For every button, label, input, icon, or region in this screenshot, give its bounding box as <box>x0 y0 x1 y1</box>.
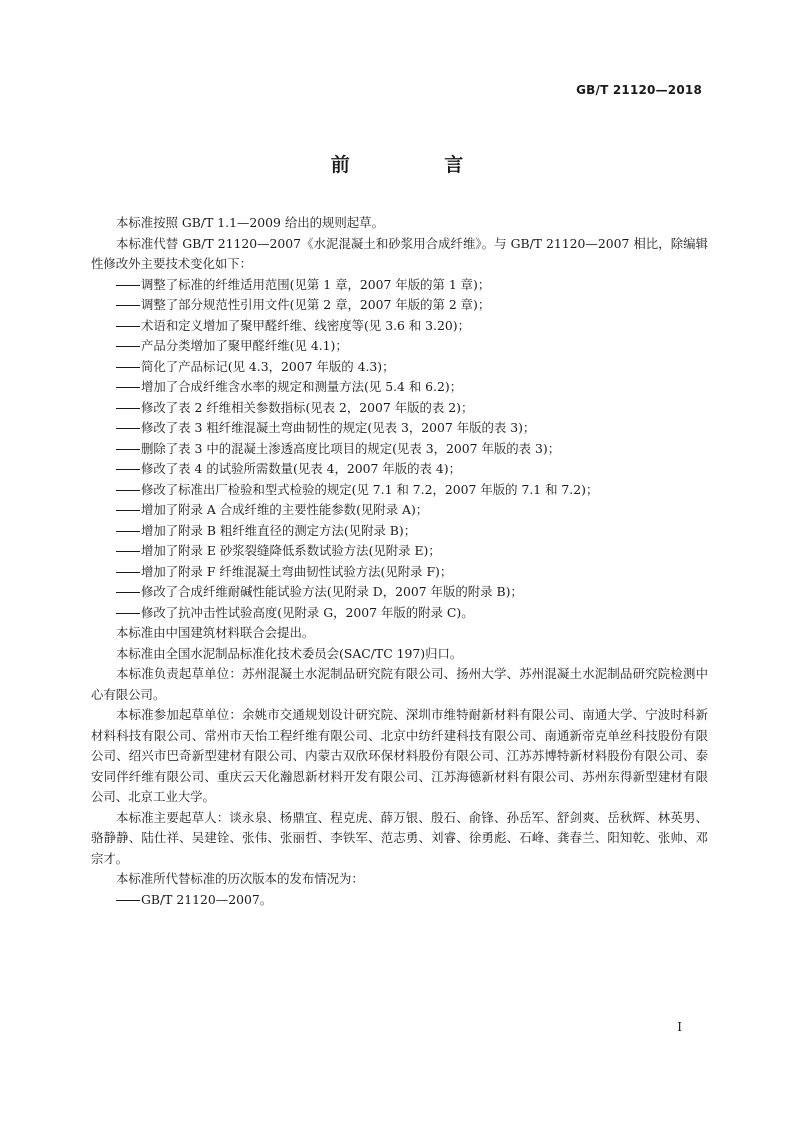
change-item <box>91 377 708 398</box>
dash-mark <box>116 305 140 306</box>
change-item <box>91 582 708 603</box>
dash-mark <box>116 613 140 614</box>
history-item <box>91 890 708 911</box>
paragraph-main-authors: 本标准主要起草人：谈永泉、杨鼎宜、程克虎、薛万银、殷石、俞锋、孙岳军、舒剑爽、岳秋辉、林英男、骆静静、陆仕祥、吴建铨、张伟、张丽哲、李铁军、范志勇、刘睿、徐勇彪、石峰、龚春兰、阳知乾、张帅、邓宗才。 <box>91 809 708 866</box>
change-item <box>91 521 708 542</box>
paragraph-committee: 本标准由全国水泥制品标准化技术委员会(SAC/TC 197)归口。 <box>116 645 463 661</box>
history-list <box>91 890 708 911</box>
paragraph-participating-drafters: 本标准参加起草单位：余姚市交通规划设计研究院、深圳市维特耐新材料有限公司、南通大学、宁波时科新材料科技有限公司、常州市天怡工程纤维有限公司、北京中纺纤建科技有限公司、南通新帝克单丝科技股份有限公司、绍兴市巴奇新型建材有限公司、内蒙古双欣环保材料股份有限公司、江苏苏博特新材料股份有限公司、泰安同伴纤维有限公司、重庆云天化瀚恩新材料开发有限公司、江苏海德新材料有限公司、苏州东得新型建材有限公司、北京工业大学。 <box>91 707 708 804</box>
dash-mark <box>116 900 140 901</box>
change-item <box>91 480 708 501</box>
dash-mark <box>116 572 140 573</box>
dash-mark <box>116 408 140 409</box>
paragraph-history-intro: 本标准所代替标准的历次版本的发布情况为： <box>116 871 364 886</box>
history-text: GB/T 21120—2007。 <box>141 891 273 907</box>
paragraph-lead-drafters: 本标准负责起草单位：苏州混凝土水泥制品研究院有限公司、扬州大学、苏州混凝土水泥制品研究院检测中心有限公司。 <box>91 666 708 702</box>
change-text: 修改了表 4 的试验所需数量(见表 4，2007 年版的表 4)； <box>141 461 461 476</box>
change-list <box>91 275 708 624</box>
change-text: 增加了附录 E 砂浆裂缝降低系数试验方法(见附录 E)； <box>141 543 441 558</box>
change-text: 调整了部分规范性引用文件(见第 2 章，2007 年版的第 2 章)； <box>141 297 491 312</box>
change-text: 产品分类增加了聚甲醛纤维(见 4.1)； <box>141 338 348 353</box>
change-item <box>91 295 708 316</box>
page-number: I <box>677 1020 682 1034</box>
dash-mark <box>116 449 140 450</box>
paragraph-drafting-rules: 本标准按照 GB/T 1.1—2009 给出的规则起草。 <box>116 215 384 230</box>
change-item <box>91 316 708 337</box>
dash-mark <box>116 469 140 470</box>
change-text: 修改了表 2 纤维相关参数指标(见表 2，2007 年版的表 2)； <box>141 399 474 415</box>
change-item <box>91 603 708 624</box>
change-item <box>91 500 708 521</box>
change-text: 增加了附录 F 纤维混凝土弯曲韧性试验方法(见附录 F)； <box>141 563 453 579</box>
foreword-body <box>91 213 708 910</box>
dash-mark <box>116 285 140 286</box>
change-item <box>91 562 708 583</box>
paragraph-proposer: 本标准由中国建筑材料联合会提出。 <box>116 625 315 640</box>
standard-code: GB/T 21120—2018 <box>576 83 702 97</box>
page-title: 前 言 <box>330 154 508 176</box>
change-text: 增加了附录 B 粗纤维直径的测定方法(见附录 B)； <box>141 522 417 538</box>
change-item <box>91 398 708 419</box>
dash-mark <box>116 531 140 532</box>
change-item <box>91 459 708 480</box>
paragraph-replacement: 本标准代替 GB/T 21120—2007《水泥混凝土和砂浆用合成纤维》。与 GB/T 21120—2007 相比，除编辑性修改外主要技术变化如下： <box>91 235 708 271</box>
dash-mark <box>116 490 140 491</box>
change-text: 修改了合成纤维耐碱性能试验方法(见附录 D，2007 年版的附录 B)； <box>141 584 523 599</box>
change-item <box>91 418 708 439</box>
change-text: 删除了表 3 中的混凝土渗透高度比项目的规定(见表 3，2007 年版的表 3)； <box>141 440 561 456</box>
dash-mark <box>116 387 140 388</box>
change-item <box>91 336 708 357</box>
change-text: 术语和定义增加了聚甲醛纤维、线密度等(见 3.6 和 3.20)； <box>141 317 470 333</box>
change-item <box>91 541 708 562</box>
dash-mark <box>116 367 140 368</box>
dash-mark <box>116 551 140 552</box>
change-text: 修改了抗冲击性试验高度(见附录 G，2007 年版的附录 C)。 <box>141 604 474 620</box>
change-text: 增加了合成纤维含水率的规定和测量方法(见 5.4 和 6.2)； <box>141 379 463 394</box>
change-item <box>91 275 708 296</box>
change-item <box>91 357 708 378</box>
dash-mark <box>116 346 140 347</box>
change-text: 调整了标准的纤维适用范围(见第 1 章，2007 年版的第 1 章)； <box>141 276 491 292</box>
change-text: 修改了标准出厂检验和型式检验的规定(见 7.1 和 7.2，2007 年版的 7.1 和 7.2)； <box>141 481 599 497</box>
dash-mark <box>116 592 140 593</box>
change-item <box>91 439 708 460</box>
change-text: 简化了产品标记(见 4.3，2007 年版的 4.3)； <box>141 358 395 374</box>
change-text: 修改了表 3 粗纤维混凝土弯曲韧性的规定(见表 3，2007 年版的表 3)； <box>141 420 536 435</box>
change-text: 增加了附录 A 合成纤维的主要性能参数(见附录 A)； <box>141 502 429 517</box>
dash-mark <box>116 510 140 511</box>
dash-mark <box>116 428 140 429</box>
dash-mark <box>116 326 140 327</box>
